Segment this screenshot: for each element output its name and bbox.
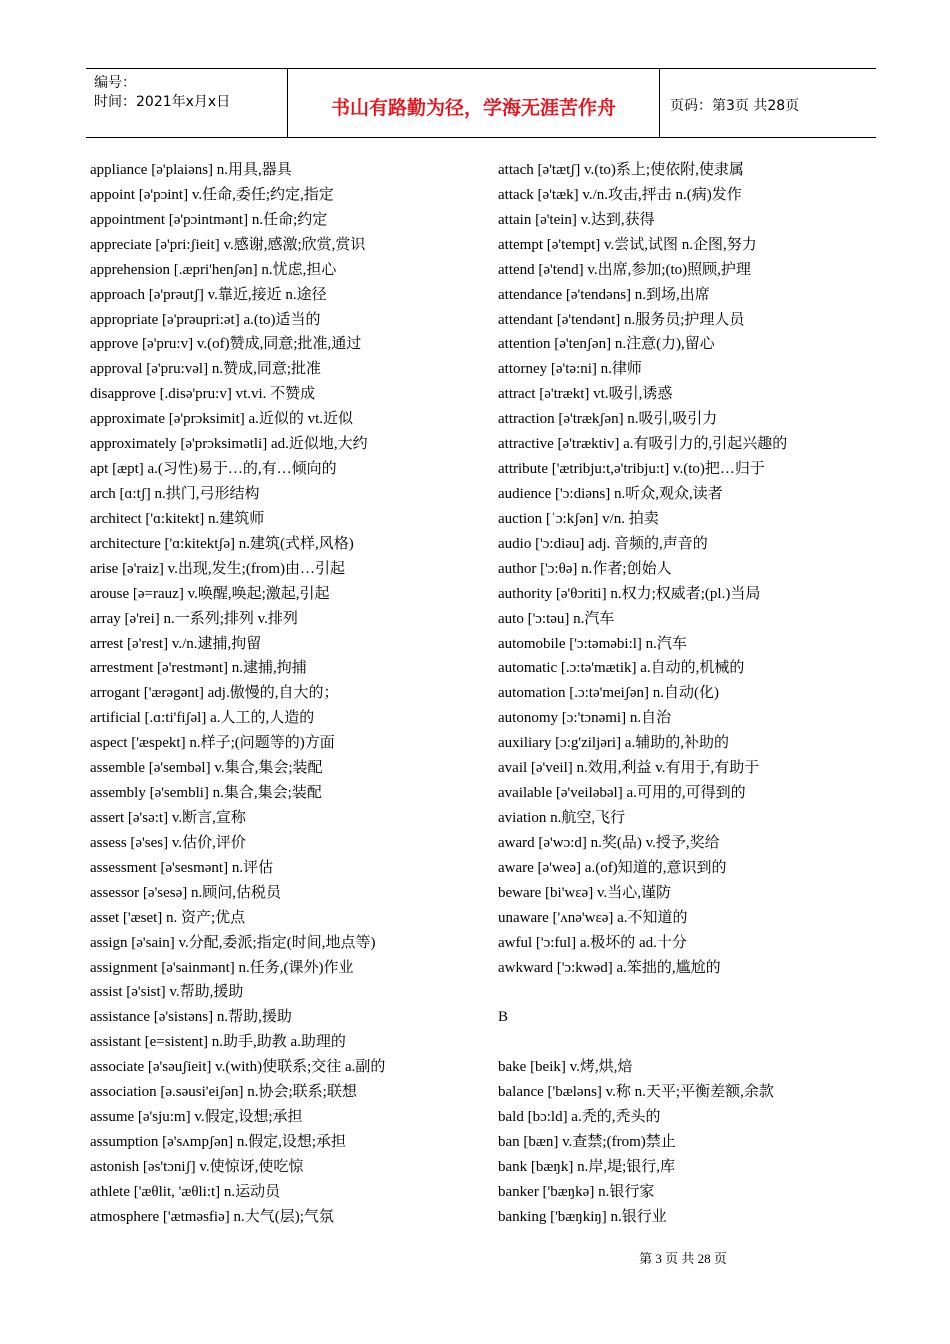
vocab-entry: auto ['ɔ:təu] n.汽车 [498,610,615,627]
vocab-entry: assumption [ə'sʌmpʃən] n.假定,设想;承担 [90,1133,347,1150]
vocab-entry: B [498,1009,509,1026]
header-info-cell [86,69,288,137]
vocab-entry: bank [bæŋk] n.岸,堤;银行,库 [498,1158,675,1175]
header-motto-cell [288,69,660,137]
vocab-entry: associate [ə'səuʃieit] v.(with)使联系;交往 a.副的 [90,1059,386,1076]
vocab-entry: apt [æpt] a.(习性)易于…的,有…倾向的 [90,461,337,478]
vocab-entry: assess [ə'ses] v.估价,评价 [90,834,246,851]
footer-page-number: 第 3 页 共 28 页 [639,1251,727,1266]
vocab-entry: appliance [ə'plaiəns] n.用具,器具 [90,162,292,178]
vocab-entry: assist [ə'sist] v.帮助,援助 [90,984,244,1001]
page-header [86,68,876,138]
vocab-entry: award [ə'wɔ:d] n.奖(品) v.授予,奖给 [498,834,720,851]
vocab-entry: attractive [ə'træktiv] a.有吸引力的,引起兴趣的 [498,436,788,453]
left-column [90,158,470,1230]
vocab-entry: disapprove [.disə'pru:v] vt.vi. 不赞成 [90,386,316,403]
vocab-entry: attend [ə'tend] v.出席,参加;(to)照顾,护理 [498,261,751,278]
motto: 书山有路勤为径，学海无涯苦作舟 [330,97,616,119]
vocab-entry: architect ['ɑ:kitekt] n.建筑师 [90,510,265,527]
vocab-entry: attain [ə'tein] v.达到,获得 [498,211,655,228]
vocab-entry: approach [ə'prəutʃ] v.靠近,接近 n.途径 [90,286,327,303]
number-label: 编号： [94,75,136,91]
vocab-entry: attendance [ə'tendəns] n.到场,出席 [498,286,710,303]
vocab-entry: assign [ə'sain] v.分配,委派;指定(时间,地点等) [90,934,376,951]
vocab-entry: arise [ə'raiz] v.出现,发生;(from)由…引起 [90,560,345,577]
vocab-entry: unaware ['ʌnə'wɛə] a.不知道的 [498,909,688,926]
vocab-entry: assert [ə'sə:t] v.断言,宣称 [90,809,246,826]
vocab-entry: appreciate [ə'pri:ʃieit] v.感谢,感激;欣赏,赏识 [90,236,366,253]
vocab-entry: approval [ə'pru:vəl] n.赞成,同意;批准 [90,361,321,378]
vocab-entry: assistance [ə'sistəns] n.帮助,援助 [90,1009,292,1026]
vocab-entry: appointment [ə'pɔintmənt] n.任命;约定 [90,211,328,228]
vocab-entry: arrestment [ə'restmənt] n.逮捕,拘捕 [90,660,307,677]
vocab-entry [498,1030,878,1055]
vocab-entry: available [ə'veiləbəl] a.可用的,可得到的 [498,785,746,802]
vocab-entry: approve [ə'pru:v] v.(of)赞成,同意;批准,通过 [90,336,362,353]
vocab-entry: approximately [ə'prɔksimətli] ad.近似地,大约 [90,436,368,453]
vocab-entry: auxiliary [ɔ:g'ziljəri] a.辅助的,补助的 [498,735,729,752]
vocab-entry: arrogant ['ærəgənt] adj.傲慢的,自大的； [90,685,339,702]
vocab-entry: attempt [ə'tempt] v.尝试,试图 n.企图,努力 [498,236,757,253]
vocab-entry: architecture ['ɑ:kitektʃə] n.建筑(式样,风格) [90,535,354,552]
vocab-entry: bald [bɔ:ld] a.秃的,秃头的 [498,1109,661,1126]
vocab-entry: association [ə.səusi'eiʃən] n.协会;联系;联想 [90,1084,357,1101]
vocab-entry: arouse [ə=rauz] v.唤醒,唤起;激起,引起 [90,585,330,602]
vocab-entry: appropriate [ə'prəupri:ət] a.(to)适当的 [90,311,321,328]
vocab-entry: audio ['ɔ:diəu] adj. 音频的,声音的 [498,535,708,552]
vocab-entry: array [ə'rei] n.一系列;排列 v.排列 [90,610,298,627]
page-label: 页码：第3页 共28页 [670,98,800,114]
vocab-entry: attention [ə'tenʃən] n.注意(力),留心 [498,336,715,353]
vocab-entry: assignment [ə'sainmənt] n.任务,(课外)作业 [90,959,354,976]
vocab-entry: beware [bi'wɛə] v.当心,谨防 [498,884,671,901]
vocab-entry: athlete ['æθlit, 'æθli:t] n.运动员 [90,1183,281,1200]
vocab-entry: ban [bæn] v.查禁;(from)禁止 [498,1133,676,1150]
vocab-entry: audience ['ɔ:diəns] n.听众,观众,读者 [498,485,723,502]
vocab-entry: awkward ['ɔ:kwəd] a.笨拙的,尴尬的 [498,959,721,976]
vocab-entry: attraction [ə'trækʃən] n.吸引,吸引力 [498,411,718,428]
vocab-entry: attract [ə'trækt] vt.吸引,诱惑 [498,386,673,403]
vocab-entry: balance ['bæləns] v.称 n.天平;平衡差额,余款 [498,1084,774,1101]
vocab-entry: attack [ə'tæk] v./n.攻击,抨击 n.(病)发作 [498,186,742,203]
vocab-entry: arch [ɑ:tʃ] n.拱门,弓形结构 [90,485,260,502]
vocab-entry: astonish [əs'tɔniʃ] v.使惊讶,使吃惊 [90,1158,304,1175]
vocab-entry: apprehension [.æpri'henʃən] n.忧虑,担心 [90,261,337,278]
vocab-entry: avail [ə'veil] n.效用,利益 v.有用于,有助于 [498,760,760,777]
vocab-entry: appoint [ə'pɔint] v.任命,委任;约定,指定 [90,186,334,203]
vocab-entry: attorney [ə'tə:ni] n.律师 [498,361,642,378]
vocab-entry: attribute ['ætribju:t,ə'tribju:t] v.(to)把…归于 [498,461,765,478]
vocab-entry: auction [ˈɔ:kʃən] v/n. 拍卖 [498,510,659,527]
vocab-entry: artificial [.ɑ:ti'fiʃəl] a.人工的,人造的 [90,710,315,727]
vocab-entry: assume [ə'sju:m] v.假定,设想;承担 [90,1109,303,1126]
vocab-entry: autonomy [ɔ:'tɔnəmi] n.自治 [498,710,672,727]
vocab-entry: banker ['bæŋkə] n.银行家 [498,1183,655,1200]
header-page-cell [660,69,876,137]
vocab-entry: bake [beik] v.烤,烘,焙 [498,1059,633,1076]
vocab-entry: automatic [.ɔ:tə'mætik] a.自动的,机械的 [498,660,745,677]
vocab-entry: aware [ə'weə] a.(of)知道的,意识到的 [498,859,727,876]
vocab-entry: approximate [ə'prɔksimit] a.近似的 vt.近似 [90,411,354,428]
vocab-entry: aviation n.航空,飞行 [498,809,626,826]
vocab-entry: automation [.ɔ:tə'meiʃən] n.自动(化) [498,685,719,702]
vocab-entry: awful ['ɔ:ful] a.极坏的 ad.十分 [498,934,687,951]
vocab-entry: aspect ['æspekt] n.样子;(问题等的)方面 [90,735,335,752]
vocab-entry: attach [ə'tætʃ] v.(to)系上;使依附,使隶属 [498,162,744,178]
vocab-entry: assessor [ə'sesə] n.顾问,估税员 [90,884,282,901]
page-footer [0,1248,950,1267]
vocab-entry: attendant [ə'tendənt] n.服务员;护理人员 [498,311,745,328]
vocab-entry [498,980,878,1005]
vocab-entry: assemble [ə'sembəl] v.集合,集会;装配 [90,760,323,777]
vocab-entry: assembly [ə'sembli] n.集合,集会;装配 [90,785,322,802]
vocab-entry: assessment [ə'sesmənt] n.评估 [90,859,274,876]
right-column [498,158,878,1230]
vocab-entry: automobile ['ɔ:təməbi:l] n.汽车 [498,635,687,652]
vocab-entry: atmosphere ['ætməsfiə] n.大气(层);气氛 [90,1208,334,1225]
vocab-entry: authority [ə'θɔriti] n.权力;权威者;(pl.)当局 [498,585,761,602]
time-label: 时间：2021年x月x日 [94,94,231,110]
vocab-entry: arrest [ə'rest] v./n.逮捕,拘留 [90,635,262,652]
vocab-entry: asset ['æset] n. 资产;优点 [90,909,246,926]
vocab-entry: banking ['bæŋkiŋ] n.银行业 [498,1208,667,1225]
vocab-entry: assistant [e=sistent] n.助手,助教 a.助理的 [90,1034,346,1051]
vocab-entry: author ['ɔ:θə] n.作者;创始人 [498,560,672,577]
